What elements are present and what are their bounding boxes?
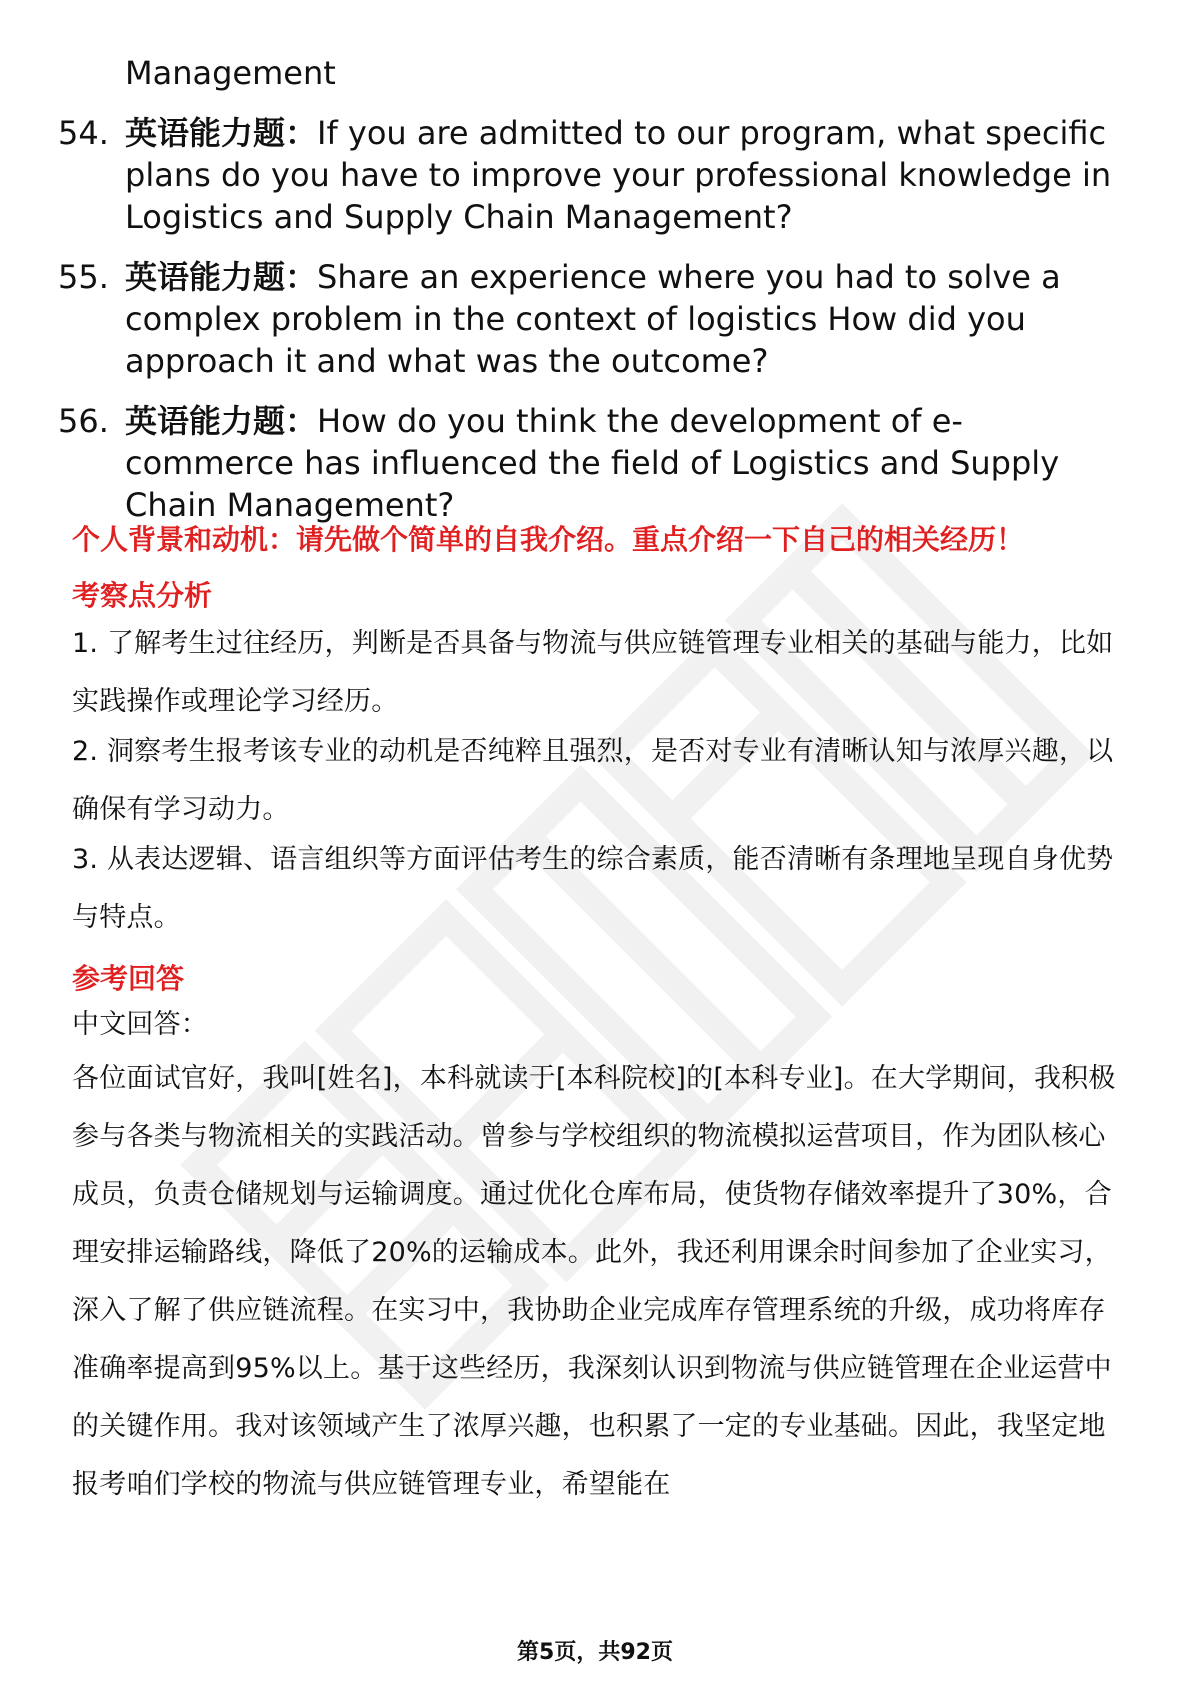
question-item [58, 112, 1118, 238]
question-tag: 英语能力题： [125, 258, 318, 296]
question-text: Share an experience where you had to solve a complex problem in the context of logistics How did you approach it and what was the outcome? [125, 258, 1061, 380]
question-tag: 英语能力题： [125, 402, 318, 440]
question-tag: 英语能力题： [125, 114, 318, 152]
question-number: 54. [58, 114, 109, 152]
page-footer: 第5页，共92页 [517, 1640, 673, 1665]
section-title: 个人背景和动机：请先做个简单的自我介绍。重点介绍一下自己的相关经历！ [72, 523, 1025, 556]
analysis-point: 2. 洞察考生报考该专业的动机是否纯粹且强烈，是否对专业有清晰认知与浓厚兴趣，以确保有学习动力。 [72, 736, 1114, 825]
question-text: How do you think the development of e-commerce has influenced the field of Logistics and Supply Chain Management? [125, 402, 1060, 524]
continuation-text: Management [125, 54, 336, 92]
question-item [58, 400, 1118, 526]
chinese-answer-label: 中文回答： [72, 1009, 208, 1040]
question-number: 55. [58, 258, 109, 296]
question-number: 56. [58, 402, 109, 440]
question-text: If you are admitted to our program, what specific plans do you have to improve your professional knowledge in Logistics and Supply Chain Management? [125, 114, 1112, 236]
analysis-point: 3. 从表达逻辑、语言组织等方面评估考生的综合素质，能否清晰有条理地呈现自身优势与特点。 [72, 844, 1114, 933]
question-item [58, 256, 1118, 382]
chinese-answer-text: 各位面试官好，我叫[姓名]，本科就读于[本科院校]的[本科专业]。在大学期间，我积极参与各类与物流相关的实践活动。曾参与学校组织的物流模拟运营项目，作为团队核心成员，负责仓储规划与运输调度。通过优化仓库布局，使货物存储效率提升了30%，合理安排运输路线，降低了20%的运输成本。此外，我还利用课余时间参加了企业实习，深入了解了供应链流程。在实习中，我协助企业完成库存管理系统的升级，成功将库存准确率提高到95%以上。基于这些经历，我深刻认识到物流与供应链管理在企业运营中的关键作用。我对该领域产生了浓厚兴趣，也积累了一定的专业基础。因此，我坚定地报考咱们学校的物流与供应链管理专业，希望能在 [72, 1063, 1116, 1500]
analysis-heading: 考察点分析 [72, 579, 213, 612]
analysis-point: 1. 了解考生过往经历，判断是否具备与物流与供应链管理专业相关的基础与能力，比如实践操作或理论学习经历。 [72, 628, 1114, 717]
reference-heading: 参考回答 [72, 962, 185, 995]
question-list [58, 112, 1118, 544]
